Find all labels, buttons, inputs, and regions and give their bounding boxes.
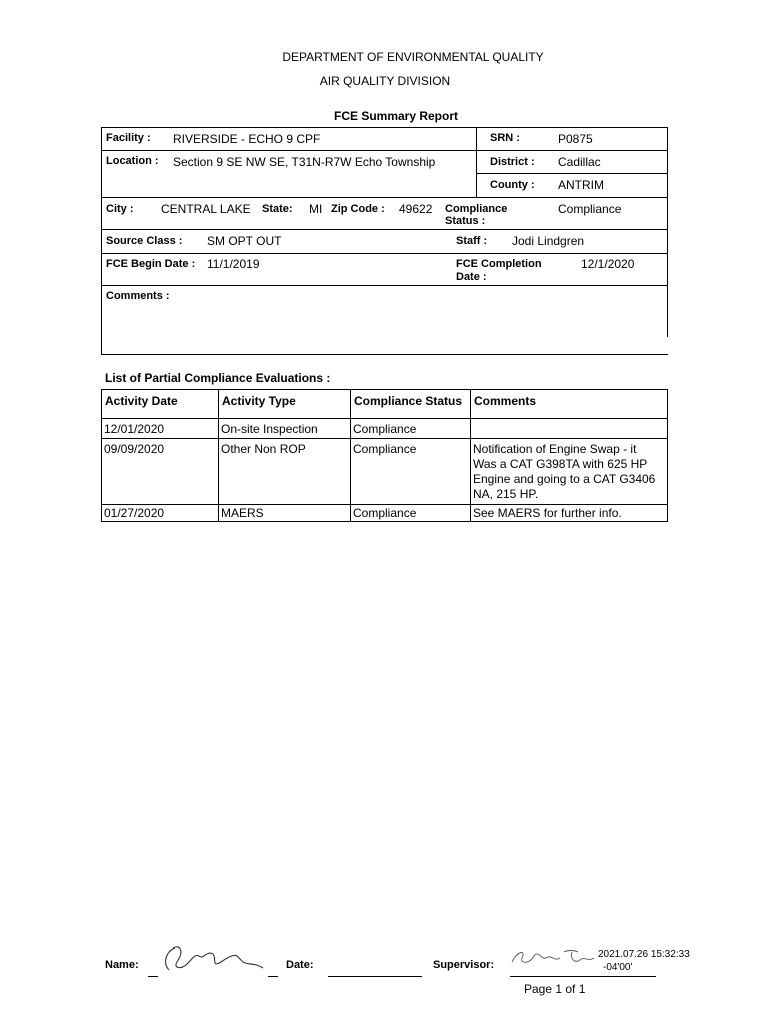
fce-completion-value: 12/1/2020 bbox=[581, 257, 635, 271]
col-header-activity-date: Activity Date bbox=[105, 394, 178, 408]
col-header-activity-type: Activity Type bbox=[222, 394, 296, 408]
name-label: Name: bbox=[105, 959, 139, 971]
comment-line: Notification of Engine Swap - it bbox=[473, 442, 637, 456]
location-value: Section 9 SE NW SE, T31N-R7W Echo Township bbox=[173, 155, 436, 169]
activity-date: 01/27/2020 bbox=[104, 506, 165, 520]
date-label: Date: bbox=[286, 959, 314, 971]
srn-label: SRN : bbox=[490, 132, 520, 144]
page-number: Page 1 of 1 bbox=[524, 982, 586, 996]
zip-value: 49622 bbox=[399, 202, 433, 216]
state-value: MI bbox=[309, 202, 323, 216]
col-header-comments: Comments bbox=[474, 394, 537, 408]
srn-value: P0875 bbox=[558, 132, 593, 146]
activity-type: MAERS bbox=[221, 506, 264, 520]
comments-label: Comments : bbox=[106, 290, 170, 302]
activity-type: On-site Inspection bbox=[221, 422, 318, 436]
county-label: County : bbox=[490, 179, 535, 191]
compliance-status: Compliance bbox=[353, 422, 417, 436]
signature-timestamp: 2021.07.26 15:32:33 bbox=[598, 949, 690, 960]
fce-begin-value: 11/1/2019 bbox=[207, 257, 260, 271]
compliance-status-label-2: Status : bbox=[445, 215, 486, 227]
compliance-status-label: Compliance bbox=[445, 203, 508, 215]
zip-label: Zip Code : bbox=[331, 203, 385, 215]
state-label: State: bbox=[262, 203, 293, 215]
county-value: ANTRIM bbox=[558, 178, 604, 192]
city-label: City : bbox=[106, 203, 134, 215]
supervisor-signature bbox=[508, 944, 600, 970]
signature-timezone: -04'00' bbox=[603, 962, 633, 973]
staff-label: Staff : bbox=[456, 235, 488, 247]
facility-label: Facility : bbox=[106, 132, 151, 144]
source-class-label: Source Class : bbox=[106, 235, 183, 247]
fce-completion-label-2: Date : bbox=[456, 271, 487, 283]
compliance-status: Compliance bbox=[353, 442, 417, 456]
source-class-value: SM OPT OUT bbox=[207, 234, 282, 248]
comment-line: Was a CAT G398TA with 625 HP bbox=[473, 457, 648, 471]
district-label: District : bbox=[490, 156, 535, 168]
division-heading: AIR QUALITY DIVISION bbox=[319, 74, 451, 88]
comment-line: See MAERS for further info. bbox=[473, 506, 622, 520]
fce-completion-label: FCE Completion bbox=[456, 258, 542, 270]
compliance-status: Compliance bbox=[353, 506, 417, 520]
staff-value: Jodi Lindgren bbox=[512, 234, 585, 248]
comment-line: NA, 215 HP. bbox=[473, 487, 539, 501]
comment-line: Engine and going to a CAT G3406 bbox=[473, 472, 656, 486]
activity-date: 09/09/2020 bbox=[104, 442, 165, 456]
city-value: CENTRAL LAKE bbox=[161, 202, 251, 216]
col-header-compliance-status: Compliance Status bbox=[354, 394, 463, 408]
location-label: Location : bbox=[106, 155, 159, 167]
district-value: Cadillac bbox=[558, 155, 601, 169]
supervisor-label: Supervisor: bbox=[433, 959, 495, 971]
facility-value: RIVERSIDE - ECHO 9 CPF bbox=[173, 132, 321, 146]
compliance-status-value: Compliance bbox=[558, 202, 622, 216]
fce-begin-label: FCE Begin Date : bbox=[106, 258, 196, 270]
activity-date: 12/01/2020 bbox=[104, 422, 165, 436]
report-title: FCE Summary Report bbox=[333, 109, 459, 123]
staff-signature bbox=[155, 940, 270, 976]
pce-title: List of Partial Compliance Evaluations : bbox=[105, 371, 331, 385]
department-heading: DEPARTMENT OF ENVIRONMENTAL QUALITY bbox=[282, 50, 544, 64]
activity-type: Other Non ROP bbox=[221, 442, 306, 456]
